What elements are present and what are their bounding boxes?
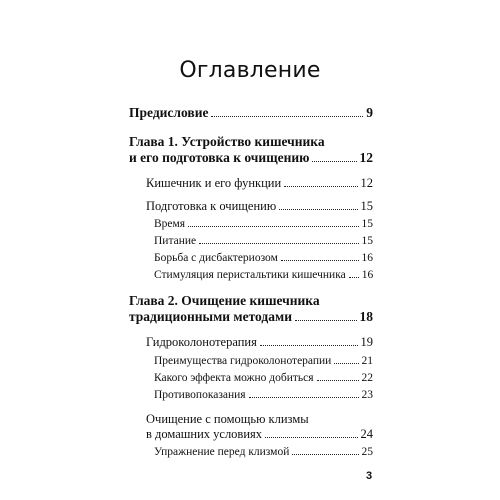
toc-entry-section[interactable]	[146, 335, 373, 350]
dot-leader	[279, 209, 357, 210]
toc-entry-section[interactable]	[146, 199, 373, 214]
dot-leader	[281, 260, 359, 261]
dot-leader	[265, 437, 357, 438]
dot-leader	[295, 320, 357, 321]
dot-leader	[292, 454, 358, 455]
toc-entry-text: традиционными методами	[129, 309, 292, 324]
dot-leader	[211, 116, 363, 117]
toc-page-number: 24	[360, 427, 373, 441]
toc-entry-text: Предисловие	[129, 105, 209, 120]
dot-leader	[260, 345, 358, 346]
toc-entry-text: Упражнение перед клизмой	[154, 446, 290, 458]
toc-entry-chapter-1[interactable]	[129, 134, 373, 166]
toc-entry-text: Питание	[154, 235, 197, 247]
toc-entry-text: Очищение с помощью клизмы	[146, 412, 309, 426]
dot-leader	[284, 186, 357, 187]
toc-entry-subsection[interactable]	[154, 355, 373, 367]
toc-page-number: 16	[361, 269, 374, 281]
toc-page-number: 15	[361, 235, 373, 247]
toc-page-number: 22	[361, 372, 373, 384]
toc-entry-section[interactable]	[146, 411, 373, 442]
toc-entry-text: Время	[154, 218, 186, 230]
dot-leader	[317, 380, 359, 381]
toc-entry-text: Подготовка к очищению	[146, 199, 277, 213]
toc-entry-subsection[interactable]	[154, 252, 373, 264]
toc-page-number: 16	[361, 252, 373, 264]
toc-entry-text: и его подготовка к очищению	[129, 150, 310, 165]
toc-entry-subsection[interactable]	[154, 446, 373, 458]
toc-page-number: 15	[360, 199, 373, 213]
toc-page-number: 12	[360, 176, 373, 190]
toc-entry-text: Стимуляция перистальтики кишечника	[154, 269, 346, 281]
dot-leader	[188, 226, 358, 227]
toc-entry-text: в домашних условиях	[146, 427, 263, 441]
toc-page-number: 18	[359, 309, 373, 324]
page-title: Оглавление	[179, 58, 321, 83]
toc-entry-text: Гидроколонотерапия	[146, 335, 257, 349]
toc-page-number: 19	[360, 335, 373, 349]
toc-entry-subsection[interactable]	[154, 389, 373, 401]
toc-entry-text: Преимущества гидроколонотерапии	[154, 355, 332, 367]
toc-entry-section[interactable]	[146, 176, 373, 191]
dot-leader	[349, 277, 359, 278]
toc-page-number: 15	[361, 218, 373, 230]
toc-entry-text: Глава 2. Очищение кишечника	[129, 293, 320, 308]
toc-entry-text: Глава 1. Устройство кишечника	[129, 134, 325, 149]
toc-entry-subsection[interactable]	[154, 235, 373, 247]
toc-entry-text: Борьба с дисбактериозом	[154, 252, 278, 264]
toc-entry-subsection[interactable]	[154, 218, 373, 230]
toc-entry-chapter-2[interactable]	[129, 293, 373, 325]
toc-page-number: 25	[361, 446, 373, 458]
dot-leader	[334, 363, 358, 364]
dot-leader	[249, 397, 359, 398]
toc-page-number: 23	[361, 389, 373, 401]
toc-entry-text: Кишечник и его функции	[146, 176, 282, 190]
toc-page-number: 9	[366, 105, 373, 120]
toc-entry-text: Противопоказания	[154, 389, 246, 401]
toc-entry-subsection[interactable]	[154, 372, 373, 384]
toc-page-number: 21	[361, 355, 373, 367]
dot-leader	[199, 243, 358, 244]
toc-page-number: 12	[359, 150, 373, 165]
page-number: 3	[366, 470, 373, 482]
toc-entry-preface[interactable]	[129, 105, 373, 121]
dot-leader	[312, 161, 356, 162]
toc-entry-subsection[interactable]	[154, 269, 373, 281]
toc-entry-text: Какого эффекта можно добиться	[154, 372, 314, 384]
